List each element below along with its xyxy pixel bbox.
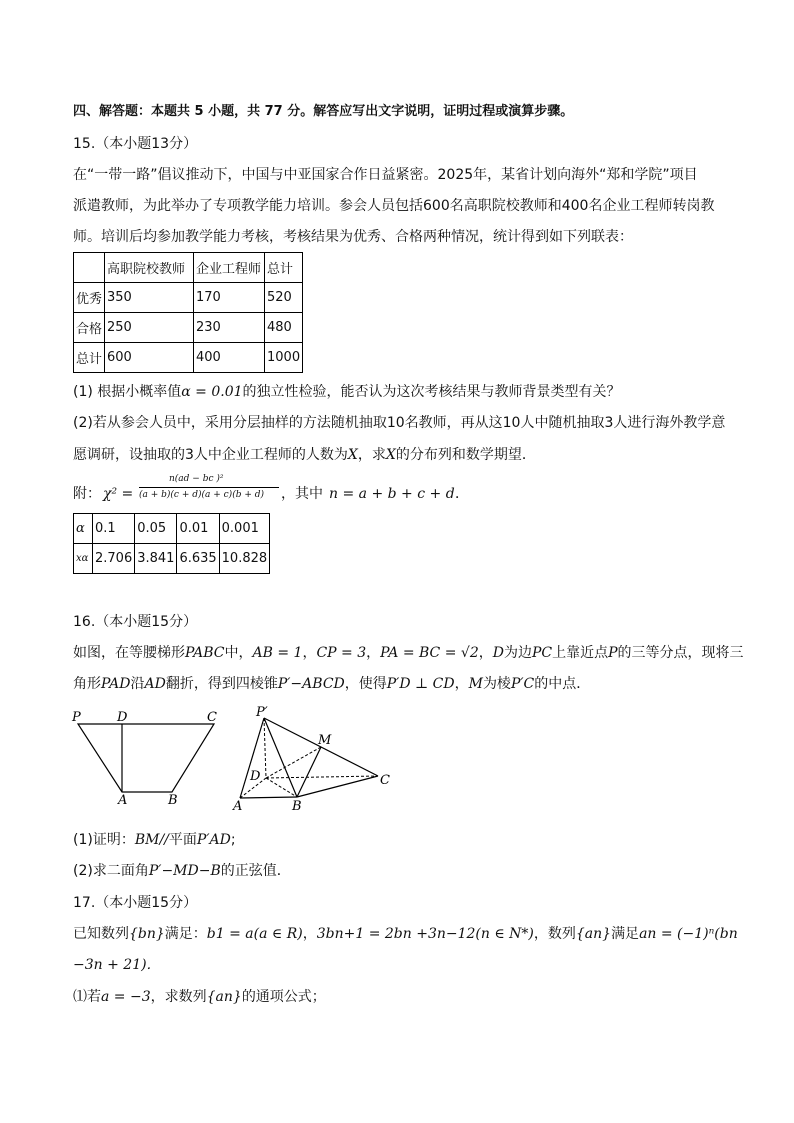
text: 满足：	[164, 926, 207, 942]
table-cell: 520	[265, 283, 303, 313]
edge-PD	[264, 718, 266, 778]
math: X	[385, 447, 396, 463]
table-row	[74, 514, 270, 544]
math: D	[492, 645, 504, 661]
q16-line1	[73, 643, 744, 663]
label-D: D	[250, 769, 261, 784]
math: α = 0.01	[181, 384, 243, 400]
math: AB = 1	[252, 645, 303, 661]
q15-part2-2	[73, 445, 723, 465]
math: CP = 3	[316, 645, 367, 661]
label-D: D	[117, 710, 128, 725]
text: 的独立性检验，能否认为这次考核结果与教师背景类型有关？	[242, 384, 621, 400]
q15-part2-1: (2)若从参会人员中，采用分层抽样的方法随机抽取10名教师，再从这10人中随机抽取3人进行海外教学意	[73, 415, 726, 431]
trapezoid-figure	[70, 708, 230, 808]
chi-n: n = a + b + c + d	[329, 486, 455, 502]
text: ⑴若	[73, 989, 101, 1005]
table-cell: 600	[105, 343, 194, 373]
table-cell: 总计	[74, 343, 105, 373]
text: ，求数列	[150, 989, 207, 1005]
text: 中，	[224, 645, 253, 661]
edge-PB	[264, 718, 297, 797]
text: 翻折，得到四棱锥	[165, 676, 278, 692]
table-row	[74, 313, 303, 343]
text: 为边	[503, 645, 532, 661]
text: ，	[478, 645, 493, 661]
pyramid-figure	[230, 704, 400, 814]
text: 的分布列和数学期望．	[395, 447, 536, 463]
text: 为棱	[482, 676, 511, 692]
math: BM//	[134, 832, 169, 848]
edge-AB	[240, 797, 297, 798]
label-M: M	[318, 733, 332, 748]
table-cell: 230	[194, 313, 265, 343]
math: 3bn+1 = 2bn +3n−12(n ∈ N*)	[316, 926, 534, 942]
table-row	[74, 544, 270, 574]
q15-part1	[73, 382, 723, 402]
table-cell: 优秀	[74, 283, 105, 313]
table-cell: 0.001	[219, 514, 270, 544]
q15-contingency-table	[73, 252, 303, 373]
chi-lhs: χ² =	[103, 486, 134, 502]
text: 平面	[168, 832, 197, 848]
math: PABC	[185, 645, 225, 661]
table-cell: 企业工程师	[194, 253, 265, 283]
math: PC	[531, 645, 553, 661]
segment-DM	[266, 747, 321, 778]
text: ，	[302, 926, 317, 942]
table-cell: 0.1	[93, 514, 135, 544]
table-cell: 350	[105, 283, 194, 313]
math: M	[468, 676, 483, 692]
table-cell: 高职院校教师	[105, 253, 194, 283]
table-cell: 10.828	[219, 544, 270, 574]
text: ，求	[357, 447, 386, 463]
chi-numerator: n(ad − bc )²	[169, 474, 224, 484]
q17-title: 17.（本小题15分）	[73, 895, 198, 911]
q15-intro-2: 派遣教师，为此举办了专项教学能力培训。参会人员包括600名高职院校教师和400名企业工程师转岗教	[73, 198, 715, 214]
table-cell: 3.841	[135, 544, 177, 574]
text: (1) 根据小概率值	[73, 384, 182, 400]
edge-DB	[266, 778, 297, 797]
label-P: P	[72, 710, 81, 725]
section-heading: 四、解答题：本题共 5 小题，共 77 分。解答应写出文字说明，证明过程或演算步骤。	[73, 104, 574, 119]
q15-formula	[73, 476, 723, 506]
appendix-label: 附：	[73, 486, 101, 502]
label-B: B	[168, 793, 178, 808]
text: 满足	[611, 926, 640, 942]
text: 愿调研，设抽取的3人中企业工程师的人数为	[73, 447, 348, 463]
math: an = (−1)ⁿ(bn	[639, 926, 738, 942]
edge-PA	[240, 718, 264, 798]
text: ，	[366, 645, 381, 661]
q16-part2	[73, 861, 723, 881]
text: 的中点．	[534, 676, 591, 692]
math: PAD	[101, 676, 131, 692]
label-B: B	[292, 799, 302, 814]
q17-line2: −3n + 21)．	[73, 957, 161, 973]
q15-intro-3: 师。培训后均参加教学能力考核，考核结果为优秀、合格两种情况，统计得到如下列联表：	[73, 229, 633, 245]
math: P′C	[510, 676, 535, 692]
table-cell: α	[74, 514, 93, 544]
table-cell: 6.635	[177, 544, 219, 574]
text: ．	[455, 486, 469, 502]
text: 角形	[73, 676, 101, 692]
math: X	[347, 447, 358, 463]
table-cell: 1000	[265, 343, 303, 373]
segment-BM	[297, 747, 321, 797]
math: AD	[144, 676, 166, 692]
table-cell: 0.01	[177, 514, 219, 544]
math: P′AD	[196, 832, 231, 848]
text: 如图，在等腰梯形	[73, 645, 185, 661]
text: 上靠近点	[552, 645, 609, 661]
label-A: A	[233, 799, 243, 814]
q17-part1	[73, 987, 723, 1007]
chi-denominator: (a + b)(c + d)(a + c)(b + d)	[139, 490, 264, 500]
text: ，	[454, 676, 469, 692]
q15-critical-table	[73, 513, 270, 574]
label-P-prime: P′	[256, 705, 268, 720]
table-cell: xα	[74, 544, 93, 574]
table-cell: 合格	[74, 313, 105, 343]
text: ，其中	[281, 486, 323, 502]
q15-intro-1: 在“一带一路”倡议推动下，中国与中亚国家合作日益紧密。2025年，某省计划向海外“郑和学院”项目	[73, 167, 698, 183]
math: P′−MD−B	[148, 863, 221, 879]
table-row	[74, 283, 303, 313]
table-cell: 2.706	[93, 544, 135, 574]
text: 沿	[130, 676, 145, 692]
math: P′D ⊥ CD	[386, 676, 455, 692]
text: ，	[302, 645, 317, 661]
table-header-row	[74, 253, 303, 283]
table-cell: 400	[194, 343, 265, 373]
q15-title: 15.（本小题13分）	[73, 136, 198, 152]
table-row	[74, 343, 303, 373]
table-cell: 170	[194, 283, 265, 313]
trapezoid-outline	[78, 724, 214, 792]
text: ;	[230, 832, 236, 848]
math: {an}	[575, 926, 612, 942]
q16-part1	[73, 830, 723, 850]
text: 的三等分点，现将三	[617, 645, 744, 661]
math: b1 = a(a ∈ R)	[206, 926, 303, 942]
text: (2)求二面角	[73, 863, 149, 879]
label-C: C	[380, 773, 390, 788]
text: 已知数列	[73, 926, 129, 942]
math: P′−ABCD	[277, 676, 345, 692]
text: 的通项公式；	[241, 989, 326, 1005]
table-cell	[74, 253, 105, 283]
text: ，使得	[344, 676, 387, 692]
table-cell: 总计	[265, 253, 303, 283]
q16-title: 16.（本小题15分）	[73, 614, 198, 630]
text: 的正弦值．	[220, 863, 291, 879]
math: P	[608, 645, 618, 661]
q17-line1	[73, 924, 738, 944]
edge-DC	[266, 776, 378, 778]
text: (1)证明：	[73, 832, 135, 848]
math: {bn}	[129, 926, 165, 942]
edge-BC	[297, 776, 378, 797]
q16-line2	[73, 674, 723, 694]
fraction-bar	[139, 487, 279, 488]
table-cell: 250	[105, 313, 194, 343]
math: {an}	[206, 989, 242, 1005]
table-cell: 480	[265, 313, 303, 343]
label-C: C	[207, 710, 217, 725]
table-cell: 0.05	[135, 514, 177, 544]
label-A: A	[118, 793, 128, 808]
math: PA = BC = √2	[380, 645, 479, 661]
math: a = −3	[101, 989, 151, 1005]
text: ，数列	[533, 926, 576, 942]
